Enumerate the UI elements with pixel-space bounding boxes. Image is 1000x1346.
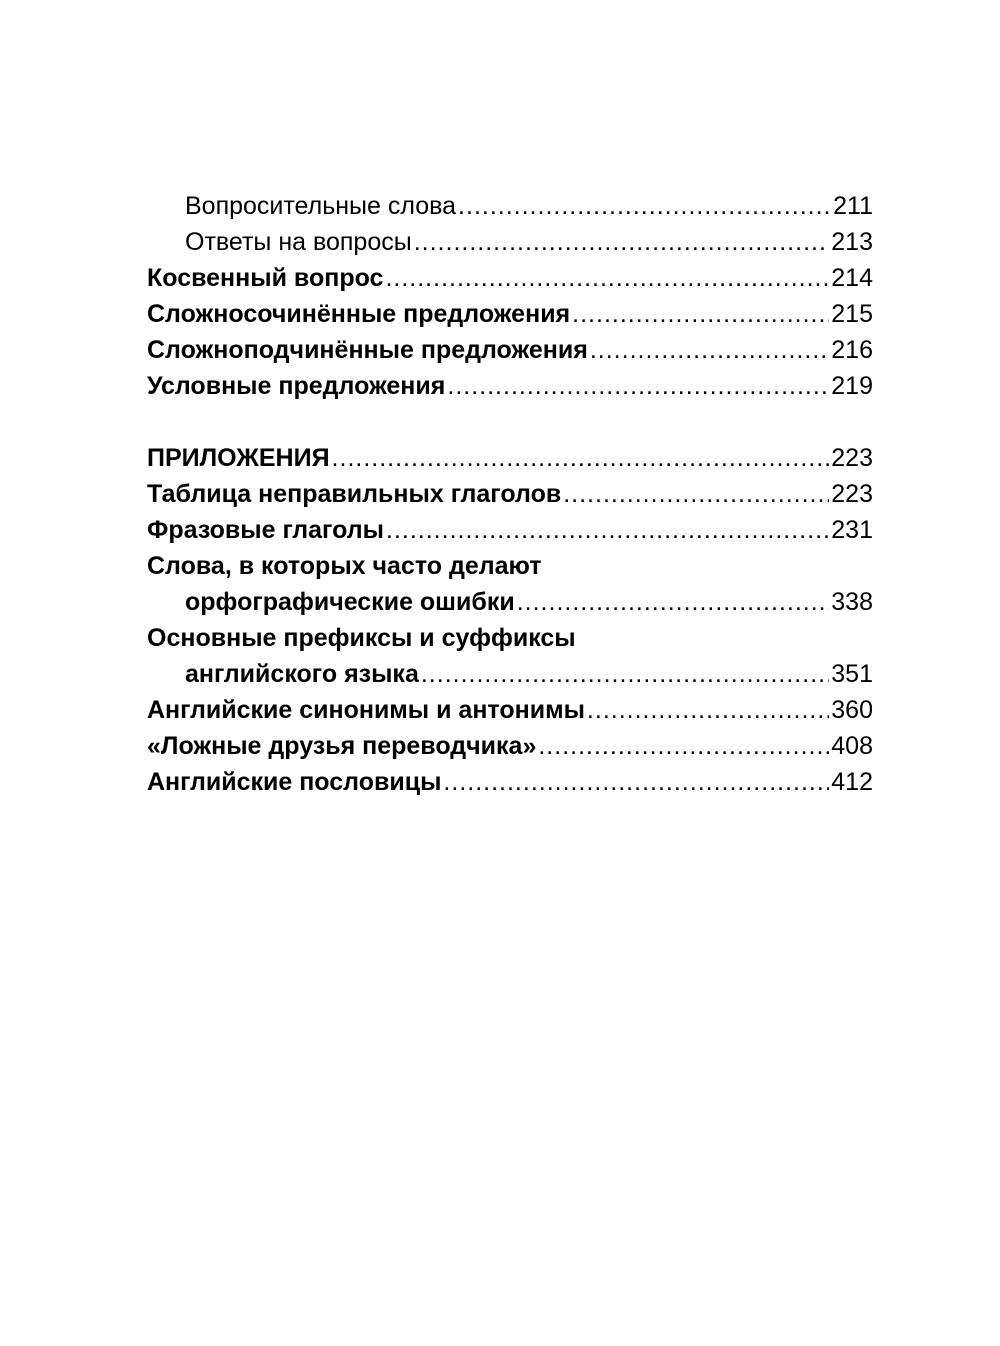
toc-entry[interactable] [147,296,873,332]
toc-entry-title: Сложносочинённые предложения [147,300,571,328]
table-of-contents [147,188,873,800]
toc-entry-title: английского языка [185,660,419,688]
toc-entry[interactable] [147,260,873,296]
dot-leader [538,728,829,764]
dot-leader [572,296,829,332]
toc-entry-page: 360 [831,696,873,724]
toc-entry-title: Условные предложения [147,372,446,400]
toc-entry-title: Английские синонимы и антонимы [147,696,585,724]
dot-leader [447,368,829,404]
dot-leader [385,260,829,296]
dot-leader [587,692,829,728]
toc-entry-title: орфографические ошибки [185,588,515,616]
toc-entry[interactable] [147,188,873,224]
toc-entry-page: 215 [831,300,873,328]
toc-entry-page: 231 [831,516,873,544]
toc-entry-page: 213 [831,228,873,256]
toc-entry-title: Английские пословицы [147,768,442,796]
toc-entry-page: 219 [831,372,873,400]
toc-entry[interactable] [147,728,873,764]
dot-leader [590,332,829,368]
toc-entry-title: Вопросительные слова [185,192,457,220]
toc-entry-title-first-line: Основные префиксы и суффиксы [147,624,576,652]
toc-entry-page: 338 [831,588,873,616]
dot-leader [517,584,830,620]
dot-leader [443,764,829,800]
toc-entry-title-line1 [147,548,873,584]
toc-entry-page: 216 [831,336,873,364]
toc-entry-title: Таблица неправильных глаголов [147,480,562,508]
toc-entry[interactable] [147,584,873,620]
dot-leader [414,224,830,260]
toc-entry[interactable] [147,476,873,512]
toc-entry-page: 223 [831,480,873,508]
toc-entry-title: Сложноподчинённые предложения [147,336,588,364]
toc-entry[interactable] [147,332,873,368]
toc-entry-page: 351 [831,660,873,688]
toc-entry-title: Ответы на вопросы [185,228,412,256]
dot-leader [421,656,829,692]
toc-entry-title: Фразовые глаголы [147,516,384,544]
toc-entry[interactable] [147,656,873,692]
toc-entry-page: 214 [831,264,873,292]
toc-entry[interactable] [147,224,873,260]
toc-entry-page: 223 [831,444,873,472]
dot-leader [563,476,829,512]
toc-entry[interactable] [147,368,873,404]
section-spacer [147,404,873,440]
toc-entry[interactable] [147,764,873,800]
dot-leader [458,188,831,224]
toc-entry-page: 408 [831,732,873,760]
toc-entry-title-first-line: Слова, в которых часто делают [147,552,542,580]
toc-entry-page: 412 [831,768,873,796]
toc-entry-page: 211 [833,192,873,220]
toc-entry[interactable] [147,440,873,476]
toc-entry-title: Косвенный вопрос [147,264,384,292]
toc-entry-title: «Ложные друзья переводчика» [147,732,537,760]
dot-leader [332,440,830,476]
toc-entry-title: ПРИЛОЖЕНИЯ [147,444,330,472]
toc-entry[interactable] [147,512,873,548]
dot-leader [386,512,829,548]
toc-entry-title-line1 [147,620,873,656]
toc-entry[interactable] [147,692,873,728]
